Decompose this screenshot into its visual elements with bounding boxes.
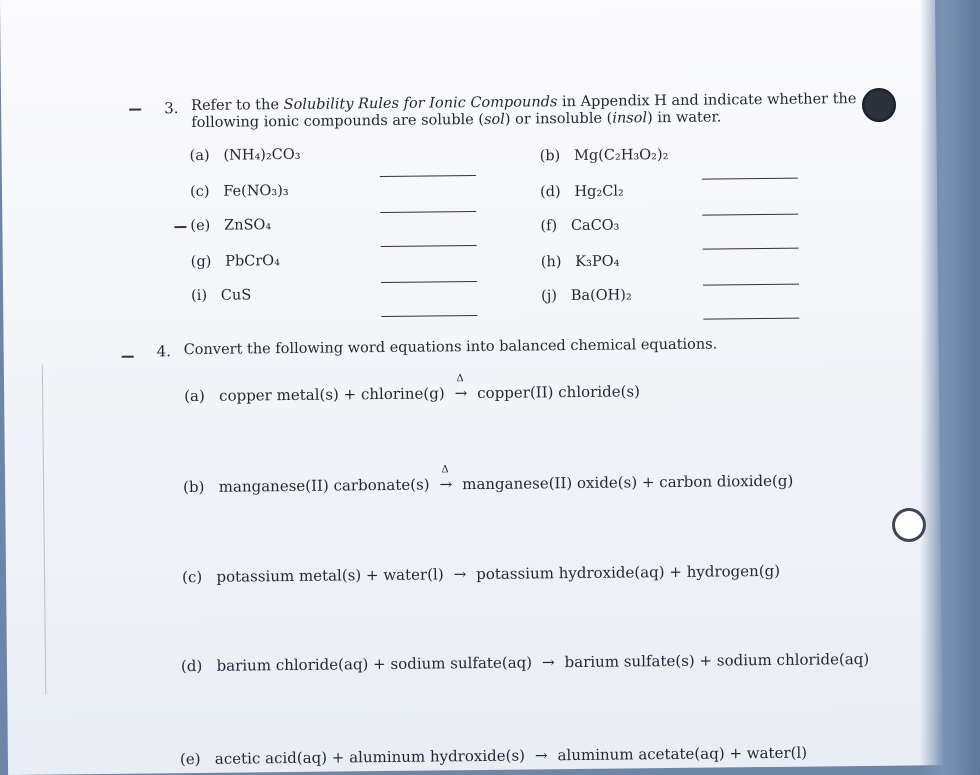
q3-item-c <box>190 183 289 200</box>
equation-reactants: acetic acid(aq) + aluminum hydroxide(s) <box>214 746 526 768</box>
equation-label: (b) <box>183 477 205 497</box>
reaction-arrow-icon: → <box>534 746 548 765</box>
item-label: (c) <box>189 183 210 201</box>
q3-text-2a: following ionic compounds are soluble ( <box>191 111 485 132</box>
q4-equation-d <box>181 650 869 675</box>
q3-answer-blank-i[interactable] <box>381 301 477 321</box>
reaction-arrow-icon: → <box>541 653 555 672</box>
punch-hole-icon <box>862 88 896 122</box>
q3-item-j <box>541 287 632 304</box>
item-label: (i) <box>191 287 208 305</box>
item-formula: Ba(OH)₂ <box>570 287 632 305</box>
q3-item-a <box>190 147 301 164</box>
q3-text-2c: ) in water. <box>647 109 722 127</box>
q3-answer-blank-a[interactable] <box>380 161 476 181</box>
equation-products: copper(II) chloride(s) <box>477 382 641 403</box>
q3-answer-blank-h[interactable] <box>703 270 799 290</box>
q3-item-d <box>540 183 624 200</box>
q3-text-insol: insol <box>612 110 648 127</box>
page-edge-shadow <box>920 0 980 775</box>
item-formula: CaCO₃ <box>570 217 620 235</box>
q4-equation-c <box>182 562 780 586</box>
equation-reactants: barium chloride(aq) + sodium sulfate(aq) <box>216 653 533 675</box>
equation-products: barium sulfate(s) + sodium chloride(aq) <box>564 649 870 672</box>
q3-text-1b: in Appendix H and indicate whether the <box>557 91 857 111</box>
item-label: (h) <box>540 254 562 271</box>
q4-equation-a <box>184 373 641 406</box>
equation-products: aluminum acetate(aq) + water(l) <box>557 743 808 765</box>
margin-line <box>42 365 46 695</box>
margin-dash <box>129 109 141 111</box>
equation-reactants: copper metal(s) + chlorine(g) <box>219 384 445 405</box>
item-formula: ZnSO₄ <box>224 217 272 234</box>
equation-label: (c) <box>181 567 203 587</box>
item-formula: Hg₂Cl₂ <box>574 183 624 200</box>
question-4-number: 4. <box>156 342 172 361</box>
q3-item-g <box>191 253 280 270</box>
q4-equation-e <box>180 744 807 769</box>
item-label: (e) <box>190 217 211 235</box>
punch-hole-icon <box>892 508 926 542</box>
item-formula: Fe(NO₃)₃ <box>223 182 289 200</box>
q3-item-i <box>191 287 251 304</box>
item-label: (j) <box>541 288 558 305</box>
question-3-prompt <box>191 91 857 132</box>
q3-text-sol: sol <box>483 111 505 128</box>
margin-dash <box>174 226 186 228</box>
item-label: (f) <box>540 218 558 235</box>
q3-answer-blank-b[interactable] <box>702 164 798 184</box>
item-formula: PbCrO₄ <box>225 253 281 270</box>
equation-label: (d) <box>180 656 203 676</box>
equation-label: (a) <box>184 386 205 406</box>
q4-equation-b <box>183 464 794 497</box>
q3-item-b <box>540 147 669 164</box>
q3-answer-blank-g[interactable] <box>381 267 477 287</box>
item-label: (b) <box>539 148 561 165</box>
margin-dash <box>122 356 134 358</box>
q3-answer-blank-d[interactable] <box>702 200 798 220</box>
item-formula: K₃PO₄ <box>575 253 620 270</box>
q3-text-1a: Refer to the <box>191 97 284 115</box>
item-formula: CuS <box>220 287 252 304</box>
item-label: (d) <box>539 184 561 201</box>
q3-item-e <box>190 217 271 234</box>
q3-text-2b: ) or insoluble ( <box>504 110 613 128</box>
q3-text-italic: Solubility Rules for Ionic Compounds <box>283 94 558 114</box>
q3-answer-blank-j[interactable] <box>703 304 799 324</box>
heat-arrow-icon: Δ → <box>454 373 468 403</box>
q3-answer-blank-c[interactable] <box>380 197 476 217</box>
q3-item-h <box>541 254 620 271</box>
reaction-arrow-icon: → <box>453 565 467 584</box>
equation-products: manganese(II) oxide(s) + carbon dioxide(g) <box>462 471 794 494</box>
equation-products: potassium hydroxide(aq) + hydrogen(g) <box>476 561 781 584</box>
q3-item-f <box>540 218 619 235</box>
item-label: (a) <box>189 147 210 165</box>
q3-answer-blank-e[interactable] <box>380 231 476 251</box>
question-3-number: 3. <box>164 99 179 118</box>
q3-answer-blank-f[interactable] <box>702 234 798 254</box>
heat-arrow-icon: Δ → <box>439 464 453 494</box>
equation-reactants: manganese(II) carbonate(s) <box>218 475 430 496</box>
equation-label: (e) <box>179 749 201 769</box>
item-formula: Mg(C₂H₃O₂)₂ <box>574 147 669 164</box>
item-formula: (NH₄)₂CO₃ <box>223 146 301 164</box>
item-label: (g) <box>190 253 212 271</box>
question-4-instruction: Convert the following word equations into balanced chemical equations. <box>183 336 718 359</box>
equation-reactants: potassium metal(s) + water(l) <box>216 565 444 586</box>
